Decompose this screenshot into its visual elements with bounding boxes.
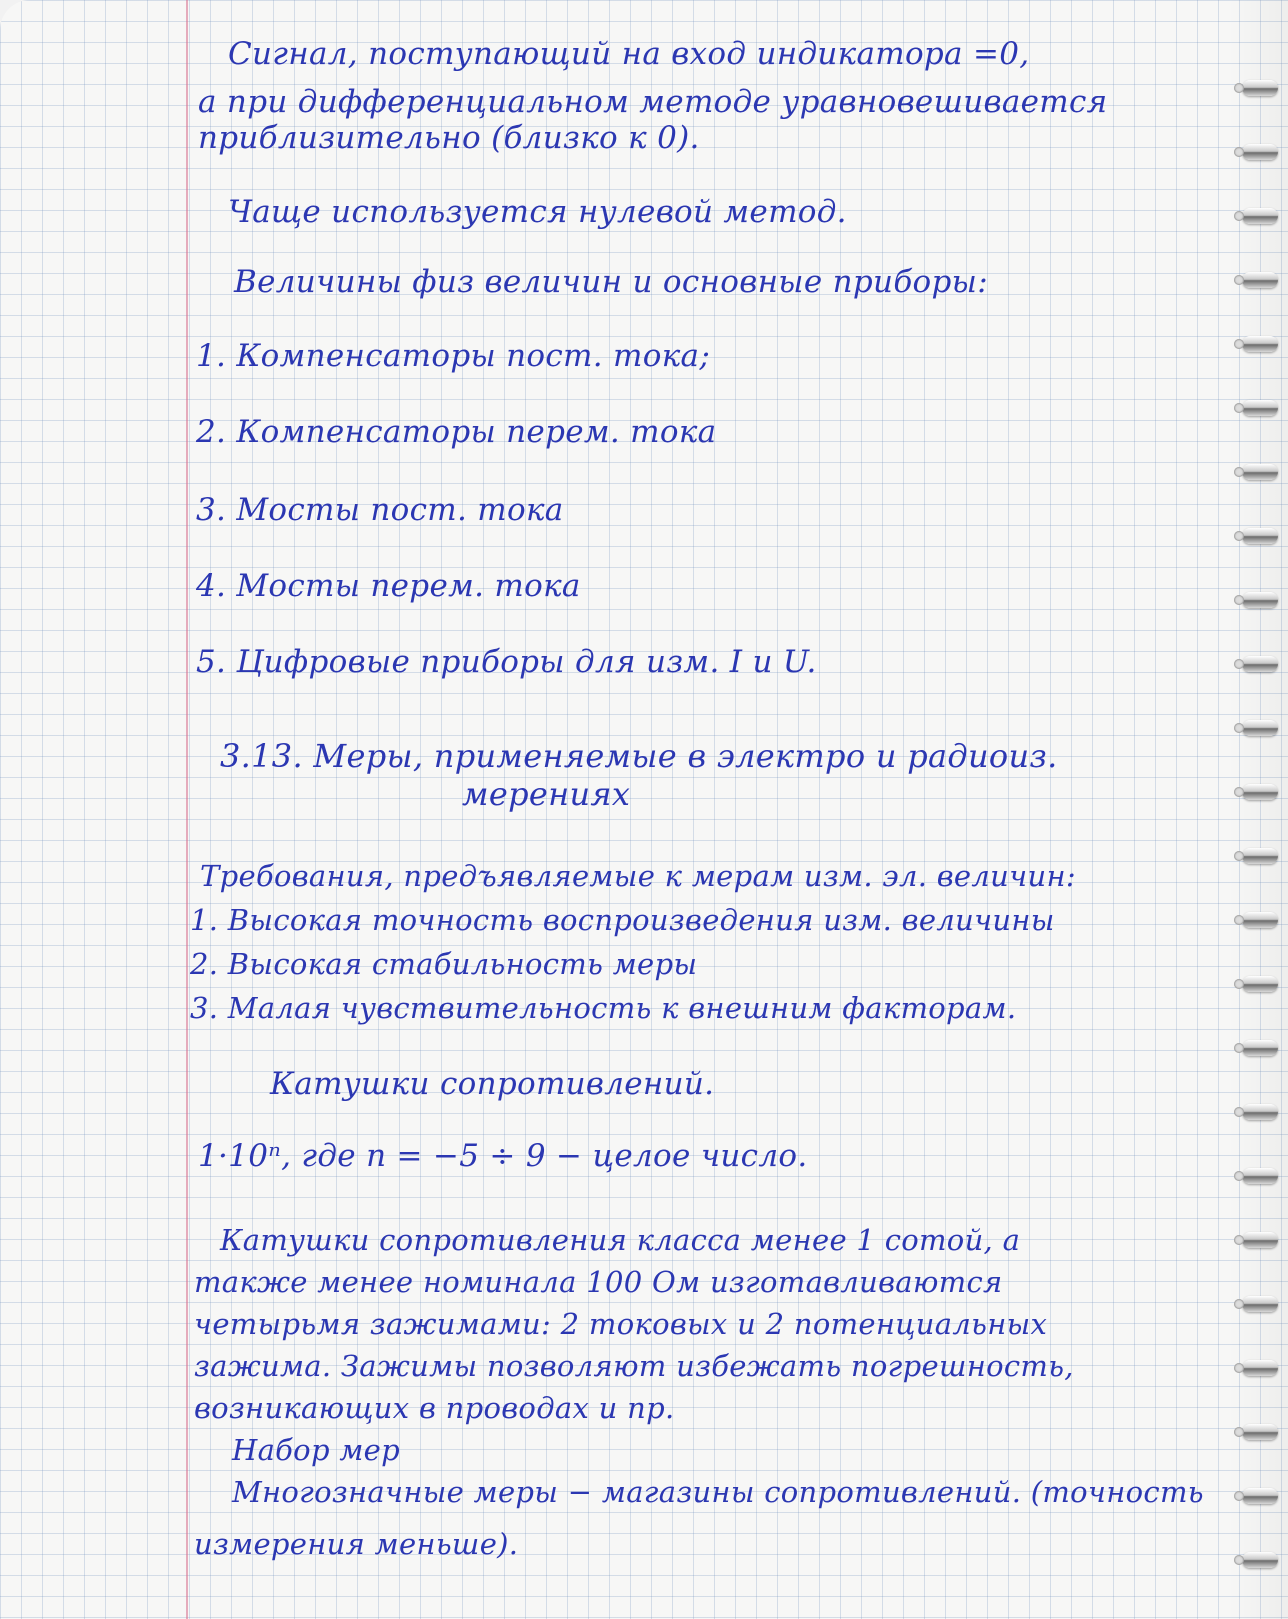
- section-heading-continued: мерениях: [462, 775, 631, 813]
- section-heading: 3.13. Меры, применяемые в электро и радиоиз.: [220, 737, 1058, 775]
- list-item: 5. Цифровые приборы для изм. I и U.: [196, 644, 817, 680]
- list-item: 1. Высокая точность воспроизведения изм. величины: [190, 903, 1055, 937]
- formula-line: 1·10ⁿ, где n = −5 ÷ 9 − целое число.: [198, 1138, 808, 1174]
- text-line: приблизительно (близко к 0).: [198, 120, 700, 156]
- text-line: измерения меньше).: [194, 1527, 519, 1561]
- text-line: Катушки сопротивления класса менее 1 сотой, а: [220, 1223, 1021, 1257]
- list-item: 3. Малая чувствительность к внешним факторам.: [190, 991, 1017, 1025]
- text-line: четырьмя зажимами: 2 токовых и 2 потенциальных: [194, 1307, 1048, 1341]
- text-line: зажима. Зажимы позволяют избежать погрешность,: [194, 1349, 1074, 1383]
- list-item: 1. Компенсаторы пост. тока;: [196, 338, 711, 374]
- list-item: 4. Мосты перем. тока: [196, 568, 581, 604]
- list-item: 3. Мосты пост. тока: [196, 492, 564, 528]
- text-line: Величины физ величин и основные приборы:: [234, 264, 988, 300]
- text-line: Чаще используется нулевой метод.: [228, 194, 847, 230]
- text-line: а при дифференциальном методе уравновешивается: [198, 84, 1108, 120]
- text-line: также менее номинала 100 Ом изготавливаются: [194, 1265, 1003, 1299]
- text-line: Сигнал, поступающий на вход индикатора =0,: [228, 36, 1030, 72]
- subheading: Катушки сопротивлений.: [270, 1066, 715, 1102]
- text-line: Набор мер: [232, 1433, 400, 1467]
- text-line: возникающих в проводах и пр.: [194, 1391, 675, 1425]
- text-line: Многозначные меры − магазины сопротивлений. (точность: [232, 1475, 1204, 1509]
- text-line: Требования, предъявляемые к мерам изм. эл. величин:: [200, 859, 1076, 893]
- list-item: 2. Компенсаторы перем. тока: [196, 414, 717, 450]
- list-item: 2. Высокая стабильность меры: [190, 947, 698, 981]
